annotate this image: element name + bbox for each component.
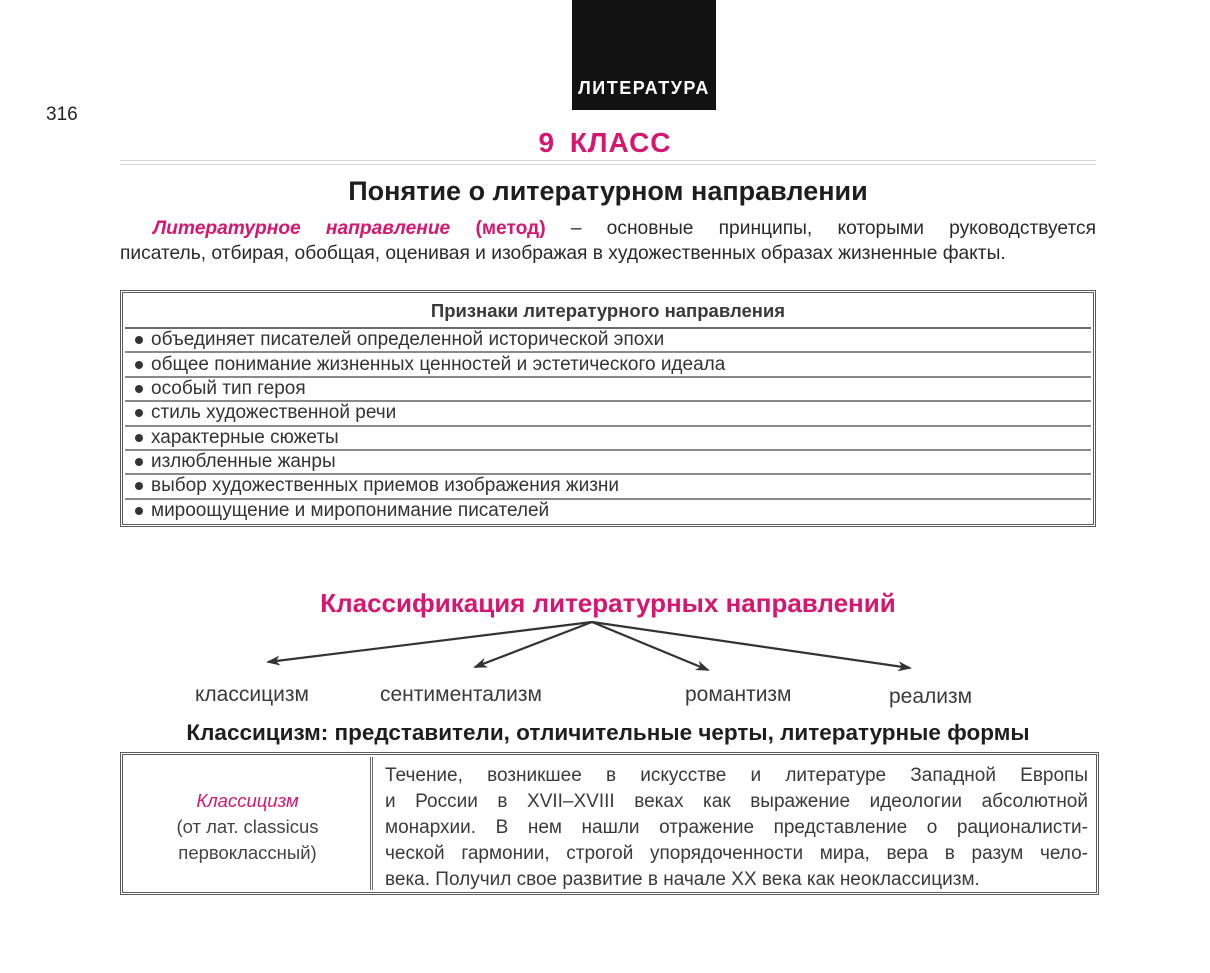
feature-text: излюбленные жанры [151,451,336,473]
term-origin: (от лат. classicus [176,815,319,837]
feature-text: объединяет писателей определенной исторической эпохи [151,329,665,351]
bullet-icon [135,482,143,490]
bullet-icon [135,336,143,344]
direction-sentimentalism: сентиментализм [380,683,542,706]
features-table [120,290,1096,527]
feature-row [125,353,1091,377]
bullet-icon [135,361,143,369]
features-table-header: Признаки литературного направления [125,295,1091,329]
arrow-romanticism [592,622,708,670]
definition-text-1: – основные принципы, которыми руководствуется [545,218,1096,239]
grade-title [0,127,1210,159]
feature-row [125,475,1091,499]
feature-text: мироощущение и миропонимание писателей [151,499,550,521]
bullet-icon [135,507,143,515]
description-line: ческой гармонии, строгой упорядоченности мира, вера в разум чело- [385,843,1088,864]
direction-romanticism: романтизм [685,683,792,706]
arrow-sentimentalism [475,622,592,667]
feature-row [125,500,1091,522]
bullet-icon [135,434,143,442]
classicism-heading: Классицизм: представители, отличительные черты, литературные формы [186,720,1030,745]
direction-realism: реализм [889,685,973,708]
feature-text: особый тип героя [151,377,306,399]
term-cell [125,757,373,890]
definition-line-2: писатель, отбирая, обобщая, оценивая и изображая в художественных образах жизненные факты. [120,243,1006,264]
feature-text: выбор художественных приемов изображения жизни [151,475,620,497]
classification-title: Классификация литературных направлений [320,588,896,618]
classicism-table [120,752,1099,895]
description-line: века. Получил свое развитие в начале XX века как неоклассицизм. [385,869,980,890]
feature-row [125,451,1091,475]
grade-label: 9 КЛАСС [538,127,672,158]
direction-classicism: классицизм [195,683,309,706]
feature-row [125,378,1091,402]
term-name: Классицизм [196,789,299,811]
bullet-icon [135,458,143,466]
feature-row [125,402,1091,426]
definition-line-1 [120,216,1096,241]
definition-paragraph [120,216,1096,266]
feature-row [125,427,1091,451]
arrow-classicism [268,622,592,662]
feature-text: общее понимание жизненных ценностей и эстетического идеала [151,353,726,375]
description-line: и России в XVII–XVIII веках как выражение идеологии абсолютной [385,791,1088,812]
definition-method: (метод) [475,218,546,239]
description-cell [373,757,1094,890]
page-number: 316 [46,104,78,125]
subject-label: ЛИТЕРАТУРА [578,78,710,98]
feature-row [125,329,1091,353]
subject-tab [572,0,716,110]
definition-term: Литературное направление [153,218,451,239]
term-translation: первоклассный) [178,841,317,863]
feature-text: характерные сюжеты [151,426,339,448]
arrow-realism [592,622,910,668]
divider [120,164,1096,165]
divider [120,160,1096,161]
bullet-icon [135,385,143,393]
description-line: Течение, возникшее в искусстве и литературе Западной Европы [385,765,1088,786]
section-heading: Понятие о литературном направлении [348,176,868,206]
bullet-icon [135,409,143,417]
feature-text: стиль художественной речи [151,402,397,424]
description-line: монархии. В нем нашли отражение представление о рационалисти- [385,817,1088,838]
